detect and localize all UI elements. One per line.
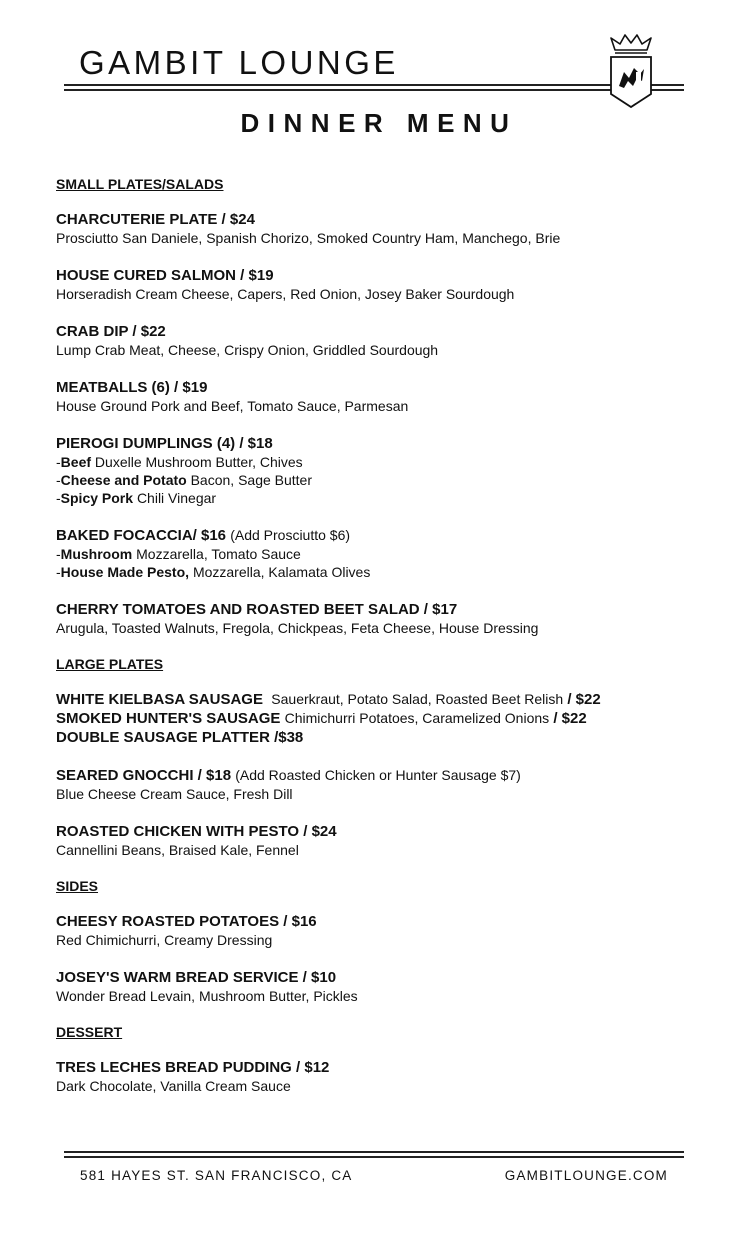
sausage-row <box>56 709 706 728</box>
item-title: CHEESY ROASTED POTATOES / $16 <box>56 913 317 930</box>
item-description: Red Chimichurri, Creamy Dressing <box>56 932 273 948</box>
menu-item-potatoes <box>56 912 706 949</box>
section-heading-large-plates: LARGE PLATES <box>56 656 164 672</box>
item-title: CHARCUTERIE PLATE / $24 <box>56 211 255 228</box>
item-description: Horseradish Cream Cheese, Capers, Red Onion, Josey Baker Sourdough <box>56 286 515 302</box>
footer-rule-top <box>64 1151 684 1153</box>
footer-rule-bottom <box>64 1156 684 1158</box>
menu-body <box>56 176 706 1114</box>
header-rule-top <box>64 84 684 86</box>
footer-website: GAMBITLOUNGE.COM <box>504 1168 668 1183</box>
option-description: Mozzarella, Kalamata Olives <box>192 564 371 580</box>
menu-item-chicken <box>56 822 706 859</box>
section-heading-small-plates: SMALL PLATES/SALADS <box>56 176 224 192</box>
item-title: SEARED GNOCCHI / $18 <box>56 767 232 784</box>
item-title: WHITE KIELBASA SAUSAGE <box>56 691 263 708</box>
restaurant-name: GAMBIT LOUNGE <box>79 44 399 81</box>
item-title-row <box>56 526 706 545</box>
item-title: DOUBLE SAUSAGE PLATTER /$38 <box>56 729 304 746</box>
option-description: Bacon, Sage Butter <box>190 472 313 488</box>
item-price: / $22 <box>553 710 587 727</box>
item-title: PIEROGI DUMPLINGS (4) / $18 <box>56 435 273 452</box>
footer-address: 581 HAYES ST. SAN FRANCISCO, CA <box>80 1168 353 1183</box>
menu-item-pierogi <box>56 434 706 507</box>
menu-header <box>0 0 750 150</box>
item-note: (Add Prosciutto $6) <box>230 527 351 543</box>
item-description: Dark Chocolate, Vanilla Cream Sauce <box>56 1078 291 1094</box>
option-description: Mozzarella, Tomato Sauce <box>136 546 301 562</box>
header-rule-bottom <box>64 89 684 91</box>
item-title: CHERRY TOMATOES AND ROASTED BEET SALAD / $17 <box>56 601 458 618</box>
menu-item-bread-pudding <box>56 1058 706 1095</box>
option-description: Duxelle Mushroom Butter, Chives <box>94 454 303 470</box>
item-note: (Add Roasted Chicken or Hunter Sausage $7) <box>235 767 521 783</box>
item-option: -Spicy Pork Chili Vinegar <box>56 490 217 506</box>
section-heading-dessert: DESSERT <box>56 1024 123 1040</box>
option-description: Chili Vinegar <box>136 490 217 506</box>
sausage-row <box>56 690 706 709</box>
item-title: CRAB DIP / $22 <box>56 323 166 340</box>
item-description: Prosciutto San Daniele, Spanish Chorizo, Smoked Country Ham, Manchego, Brie <box>56 230 561 246</box>
item-title: HOUSE CURED SALMON / $19 <box>56 267 274 284</box>
sausage-row <box>56 728 706 747</box>
menu-item-gnocchi <box>56 766 706 803</box>
item-title: SMOKED HUNTER'S SAUSAGE <box>56 710 281 727</box>
menu-item-meatballs <box>56 378 706 415</box>
item-description: Sauerkraut, Potato Salad, Roasted Beet Relish <box>271 691 564 707</box>
option-name: Cheese and Potato <box>60 472 187 488</box>
section-heading-sides: SIDES <box>56 878 99 894</box>
menu-item-salmon <box>56 266 706 303</box>
item-title: BAKED FOCACCIA/ $16 <box>56 527 227 544</box>
item-description: Blue Cheese Cream Sauce, Fresh Dill <box>56 786 293 802</box>
item-description: Wonder Bread Levain, Mushroom Butter, Pickles <box>56 988 358 1004</box>
menu-item-beet-salad <box>56 600 706 637</box>
item-title: TRES LECHES BREAD PUDDING / $12 <box>56 1059 330 1076</box>
option-name: Beef <box>60 454 92 470</box>
item-description: Lump Crab Meat, Cheese, Crispy Onion, Griddled Sourdough <box>56 342 439 358</box>
menu-item-crab-dip <box>56 322 706 359</box>
menu-item-sausages <box>56 690 706 747</box>
menu-item-bread <box>56 968 706 1005</box>
menu-item-charcuterie <box>56 210 706 247</box>
item-title: JOSEY'S WARM BREAD SERVICE / $10 <box>56 969 337 986</box>
item-title: MEATBALLS (6) / $19 <box>56 379 208 396</box>
menu-item-focaccia <box>56 526 706 581</box>
item-description: Cannellini Beans, Braised Kale, Fennel <box>56 842 299 858</box>
menu-title: DINNER MENU <box>240 108 518 138</box>
item-title: ROASTED CHICKEN WITH PESTO / $24 <box>56 823 337 840</box>
item-title-row <box>56 766 706 785</box>
option-name: Mushroom <box>60 546 133 562</box>
item-description: Chimichurri Potatoes, Caramelized Onions <box>284 710 550 726</box>
option-name: Spicy Pork <box>60 490 134 506</box>
option-name: House Made Pesto, <box>60 564 190 580</box>
item-option: -Mushroom Mozzarella, Tomato Sauce <box>56 546 301 562</box>
item-price: / $22 <box>567 691 601 708</box>
item-option: -Beef Duxelle Mushroom Butter, Chives <box>56 454 303 470</box>
item-option: -Cheese and Potato Bacon, Sage Butter <box>56 472 313 488</box>
item-description: House Ground Pork and Beef, Tomato Sauce, Parmesan <box>56 398 409 414</box>
item-option: -House Made Pesto, Mozzarella, Kalamata Olives <box>56 564 371 580</box>
crown-shield-icon <box>606 34 656 110</box>
item-description: Arugula, Toasted Walnuts, Fregola, Chickpeas, Feta Cheese, House Dressing <box>56 620 539 636</box>
